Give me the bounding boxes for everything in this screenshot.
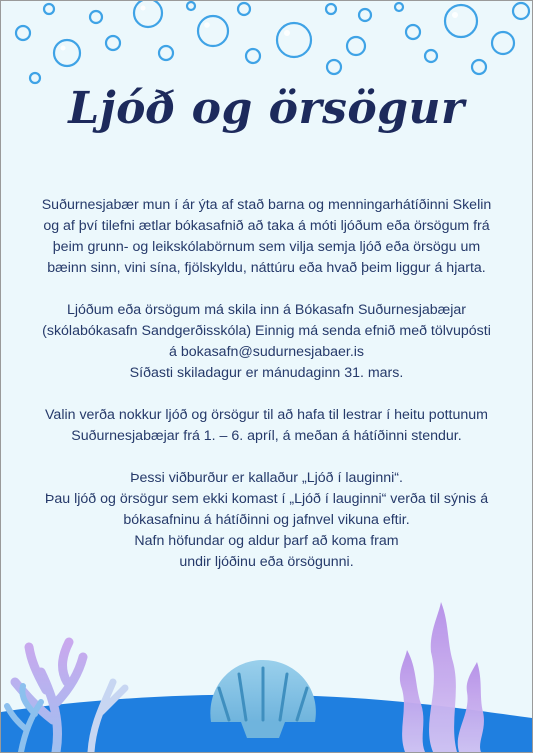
text-line: og af því tilefni ætlar bókasafnið að taka á móti ljóðum eða örsögum frá <box>43 218 490 234</box>
paragraph-event <box>11 468 522 573</box>
paragraph-selection <box>11 405 522 447</box>
text-line: Suðurnesjabær mun í ár ýta af stað barna og menningarhátíðinni Skelin <box>41 197 492 213</box>
seaweed-icon <box>400 602 484 752</box>
paragraph-intro <box>11 195 522 279</box>
text-line: bókasafninu á hátíðinni og jafnvel vikuna eftir. <box>123 512 410 528</box>
text-line: Suðurnesjabæjar frá 1. – 6. apríl, á meðan á hátíðinni stendur. <box>71 428 462 444</box>
text-line: (skólabókasafn Sandgerðisskóla) Einnig má senda efnið með tölvupósti <box>42 323 491 339</box>
text-line: undir ljóðinu eða örsögunni. <box>179 554 354 570</box>
text-line: Þau ljóð og örsögur sem ekki komast í „Ljóð í lauginni“ verða til sýnis á <box>44 491 489 507</box>
page-title: Ljóð og örsögur <box>68 83 465 134</box>
text-line: Nafn höfundar og aldur þarf að koma fram <box>134 533 399 549</box>
paragraph-submission <box>11 300 522 384</box>
text-line: Þessi viðburður er kallaður „Ljóð í lauginni“. <box>130 470 403 486</box>
deadline-line: Síðasti skiladagur er mánudaginn 31. mars. <box>129 365 404 381</box>
seabed-decoration <box>1 602 532 752</box>
text-line: bæinn sinn, vini sína, fjölskyldu, náttúru eða hvað þeim liggur á hjarta. <box>47 260 486 276</box>
text-line: þeim grunn- og leikskólabörnum sem vilja semja ljóð eða örsögu um <box>52 239 481 255</box>
text-line: Valin verða nokkur ljóð og örsögur til að hafa til lestrar í heitu pottunum <box>45 407 488 423</box>
text-line: Ljóðum eða örsögum má skila inn á Bókasafn Suðurnesjabæjar <box>66 302 467 318</box>
body-text <box>11 195 522 594</box>
email-line: á bokasafn@sudurnesjabaer.is <box>168 344 365 360</box>
